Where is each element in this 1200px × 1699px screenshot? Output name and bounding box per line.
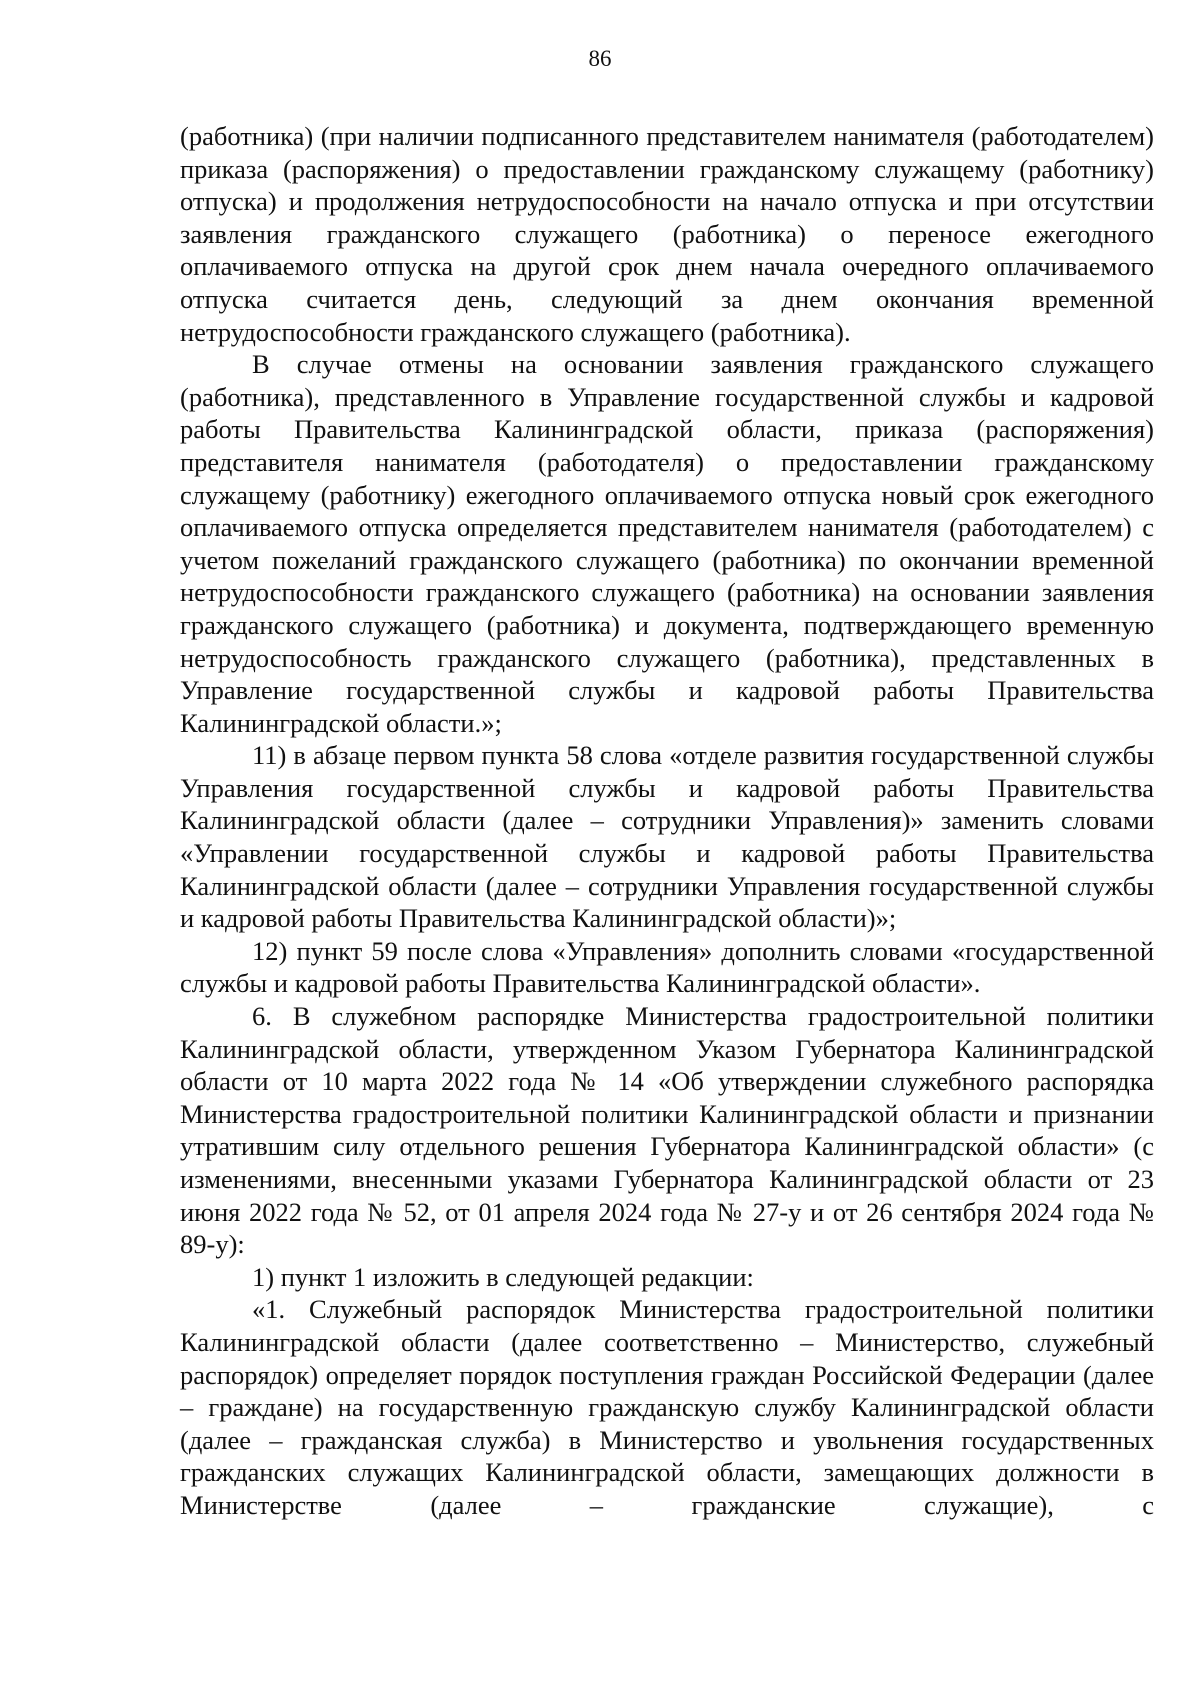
page-number: 86 [588,46,612,71]
paragraph-5: 6. В служебном распорядке Министерства градостроительной политики Калининградской области, утвержденном Указом Губернатора Калининградской области от 10 марта 2022 года № 14 «Об утверждении служебного распорядка Министерства градостроительной политики Калининградской области и признании утратившим силу отдельного решения Губернатора Калининградской области» (с изменениями, внесенными указами Губернатора Калининградской области от 23 июня 2022 года № 52, от 01 апреля 2024 года № 27-у и от 26 сентября 2024 года № 89-у): [180,1001,1154,1260]
paragraph-1: (работника) (при наличии подписанного представителем нанимателя (работодателем) приказа (распоряжения) о предоставлении гражданскому служащему (работнику) отпуска) и продолжения нетрудоспособности на начало отпуска и при отсутствии заявления гражданского служащего (работника) о переносе ежегодного оплачиваемого отпуска на другой срок днем начала очередного оплачиваемого отпуска считается день, следующий за днем окончания временной нетрудоспособности гражданского служащего (работника). [180,121,1154,347]
paragraph-7: «1. Служебный распорядок Министерства градостроительной политики Калининградской области (далее соответственно – Министерство, служебный распорядок) определяет порядок поступления граждан Российской Федерации (далее – граждане) на государственную гражданскую службу Калининградской области (далее – гражданская служба) в Министерство и увольнения государственных гражданских служащих Калининградской области, замещающих должности в Министерстве (далее – гражданские служащие), с [180,1294,1154,1520]
paragraph-6: 1) пункт 1 изложить в следующей редакции: [252,1261,754,1292]
paragraph-2: В случае отмены на основании заявления гражданского служащего (работника), представленного в Управление государственной службы и кадровой работы Правительства Калининградской области, приказа (распоряжения) представителя нанимателя (работодателя) о предоставлении гражданскому служащему (работнику) ежегодного оплачиваемого отпуска новый срок ежегодного оплачиваемого отпуска определяется представителем нанимателя (работодателем) с учетом пожеланий гражданского служащего (работника) по окончании временной нетрудоспособности гражданского служащего (работника) на основании заявления гражданского служащего (работника) и документа, подтверждающего временную нетрудоспособность гражданского служащего (работника), представленных в Управление государственной службы и кадровой работы Правительства Калининградской области.»; [180,349,1154,738]
paragraph-3: 11) в абзаце первом пункта 58 слова «отделе развития государственной службы Управления государственной службы и кадровой работы Правительства Калининградской области (далее – сотрудники Управления)» заменить словами «Управлении государственной службы и кадровой работы Правительства Калининградской области (далее – сотрудники Управления государственной службы и кадровой работы Правительства Калининградской области)»; [180,740,1154,934]
paragraph-4: 12) пункт 59 после слова «Управления» дополнить словами «государственной службы и кадровой работы Правительства Калининградской области». [180,935,1154,999]
document-body [180,120,1154,1522]
